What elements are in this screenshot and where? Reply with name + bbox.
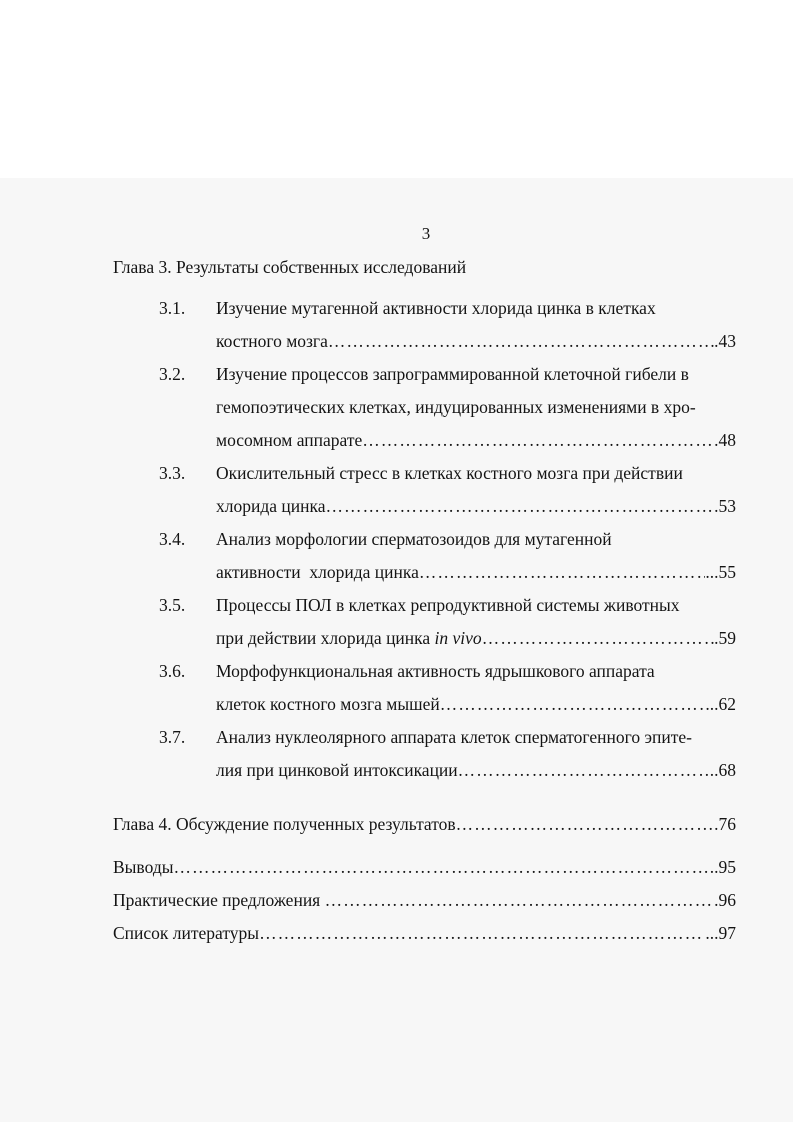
dot-leader — [326, 496, 715, 517]
section-title-end: костного мозга — [216, 331, 328, 351]
dot-leader — [259, 923, 705, 944]
leader-line — [216, 694, 736, 715]
page-ref: .76 — [714, 814, 736, 834]
page-ref: ...55 — [705, 562, 736, 582]
scan-background — [0, 178, 793, 1122]
page-ref: .59 — [714, 628, 736, 648]
section-title-line: Анализ нуклеолярного аппарата клеток сперматогенного эпите- — [216, 727, 692, 747]
references-title: Список литературы — [113, 923, 260, 943]
page-ref: .96 — [714, 890, 736, 910]
section-number: 3.5. — [159, 595, 186, 615]
recommendations-title: Практические предложения — [113, 890, 325, 910]
leader-line — [216, 760, 736, 781]
dot-leader — [325, 890, 715, 911]
leader-line — [113, 814, 736, 835]
page-ref: ..68 — [709, 760, 736, 780]
dot-leader — [482, 628, 714, 649]
leader-line — [216, 496, 736, 517]
leader-line — [113, 890, 736, 911]
leader-line — [113, 923, 736, 944]
dot-leader — [419, 562, 705, 583]
leader-line — [113, 857, 736, 878]
section-number: 3.1. — [159, 298, 186, 318]
section-title-line: Анализ морфологии сперматозоидов для мутагенной — [216, 529, 612, 549]
section-title-end: мосомном аппарате — [216, 430, 363, 450]
page-ref: .43 — [714, 331, 736, 351]
section-number: 3.4. — [159, 529, 186, 549]
dot-leader — [362, 430, 714, 451]
dot-leader — [456, 814, 714, 835]
page-ref: ...97 — [705, 923, 736, 943]
section-title-end: хлорида цинка — [216, 496, 326, 516]
dot-leader — [173, 857, 709, 878]
section-number: 3.7. — [159, 727, 186, 747]
page-ref: ..95 — [709, 857, 736, 877]
section-title-line: Изучение мутагенной активности хлорида цинка в клетках — [216, 298, 656, 318]
page-ref: ...62 — [705, 694, 736, 714]
section-title-line: гемопоэтических клетках, индуцированных изменениями в хро- — [216, 397, 696, 417]
page-ref: .48 — [714, 430, 736, 450]
section-title-line: Изучение процессов запрограммированной клеточной гибели в — [216, 364, 689, 384]
page-number: 3 — [421, 224, 431, 243]
section-number: 3.6. — [159, 661, 186, 681]
page-ref: .53 — [714, 496, 736, 516]
dot-leader — [440, 694, 706, 715]
leader-line — [216, 430, 736, 451]
section-title-line: Процессы ПОЛ в клетках репродуктивной системы животных — [216, 595, 680, 615]
dot-leader — [458, 760, 710, 781]
leader-line — [216, 628, 736, 649]
dot-leader — [328, 331, 714, 352]
section-title-italic: in vivo — [434, 628, 482, 648]
conclusions-title: Выводы — [113, 857, 174, 877]
section-number: 3.2. — [159, 364, 186, 384]
section-title-end: при действии хлорида цинка — [216, 628, 431, 648]
section-title-end: лия при цинковой интоксикации — [216, 760, 458, 780]
chapter-4-title: Глава 4. Обсуждение полученных результатов — [113, 814, 456, 834]
section-number: 3.3. — [159, 463, 186, 483]
section-title-line: Окислительный стресс в клетках костного мозга при действии — [216, 463, 683, 483]
chapter-3-title: Глава 3. Результаты собственных исследований — [113, 257, 467, 277]
leader-line — [216, 562, 736, 583]
section-title-end: активности хлорида цинка — [216, 562, 419, 582]
leader-line — [216, 331, 736, 352]
section-title-end: клеток костного мозга мышей — [216, 694, 440, 714]
section-title-line: Морфофункциональная активность ядрышкового аппарата — [216, 661, 655, 681]
